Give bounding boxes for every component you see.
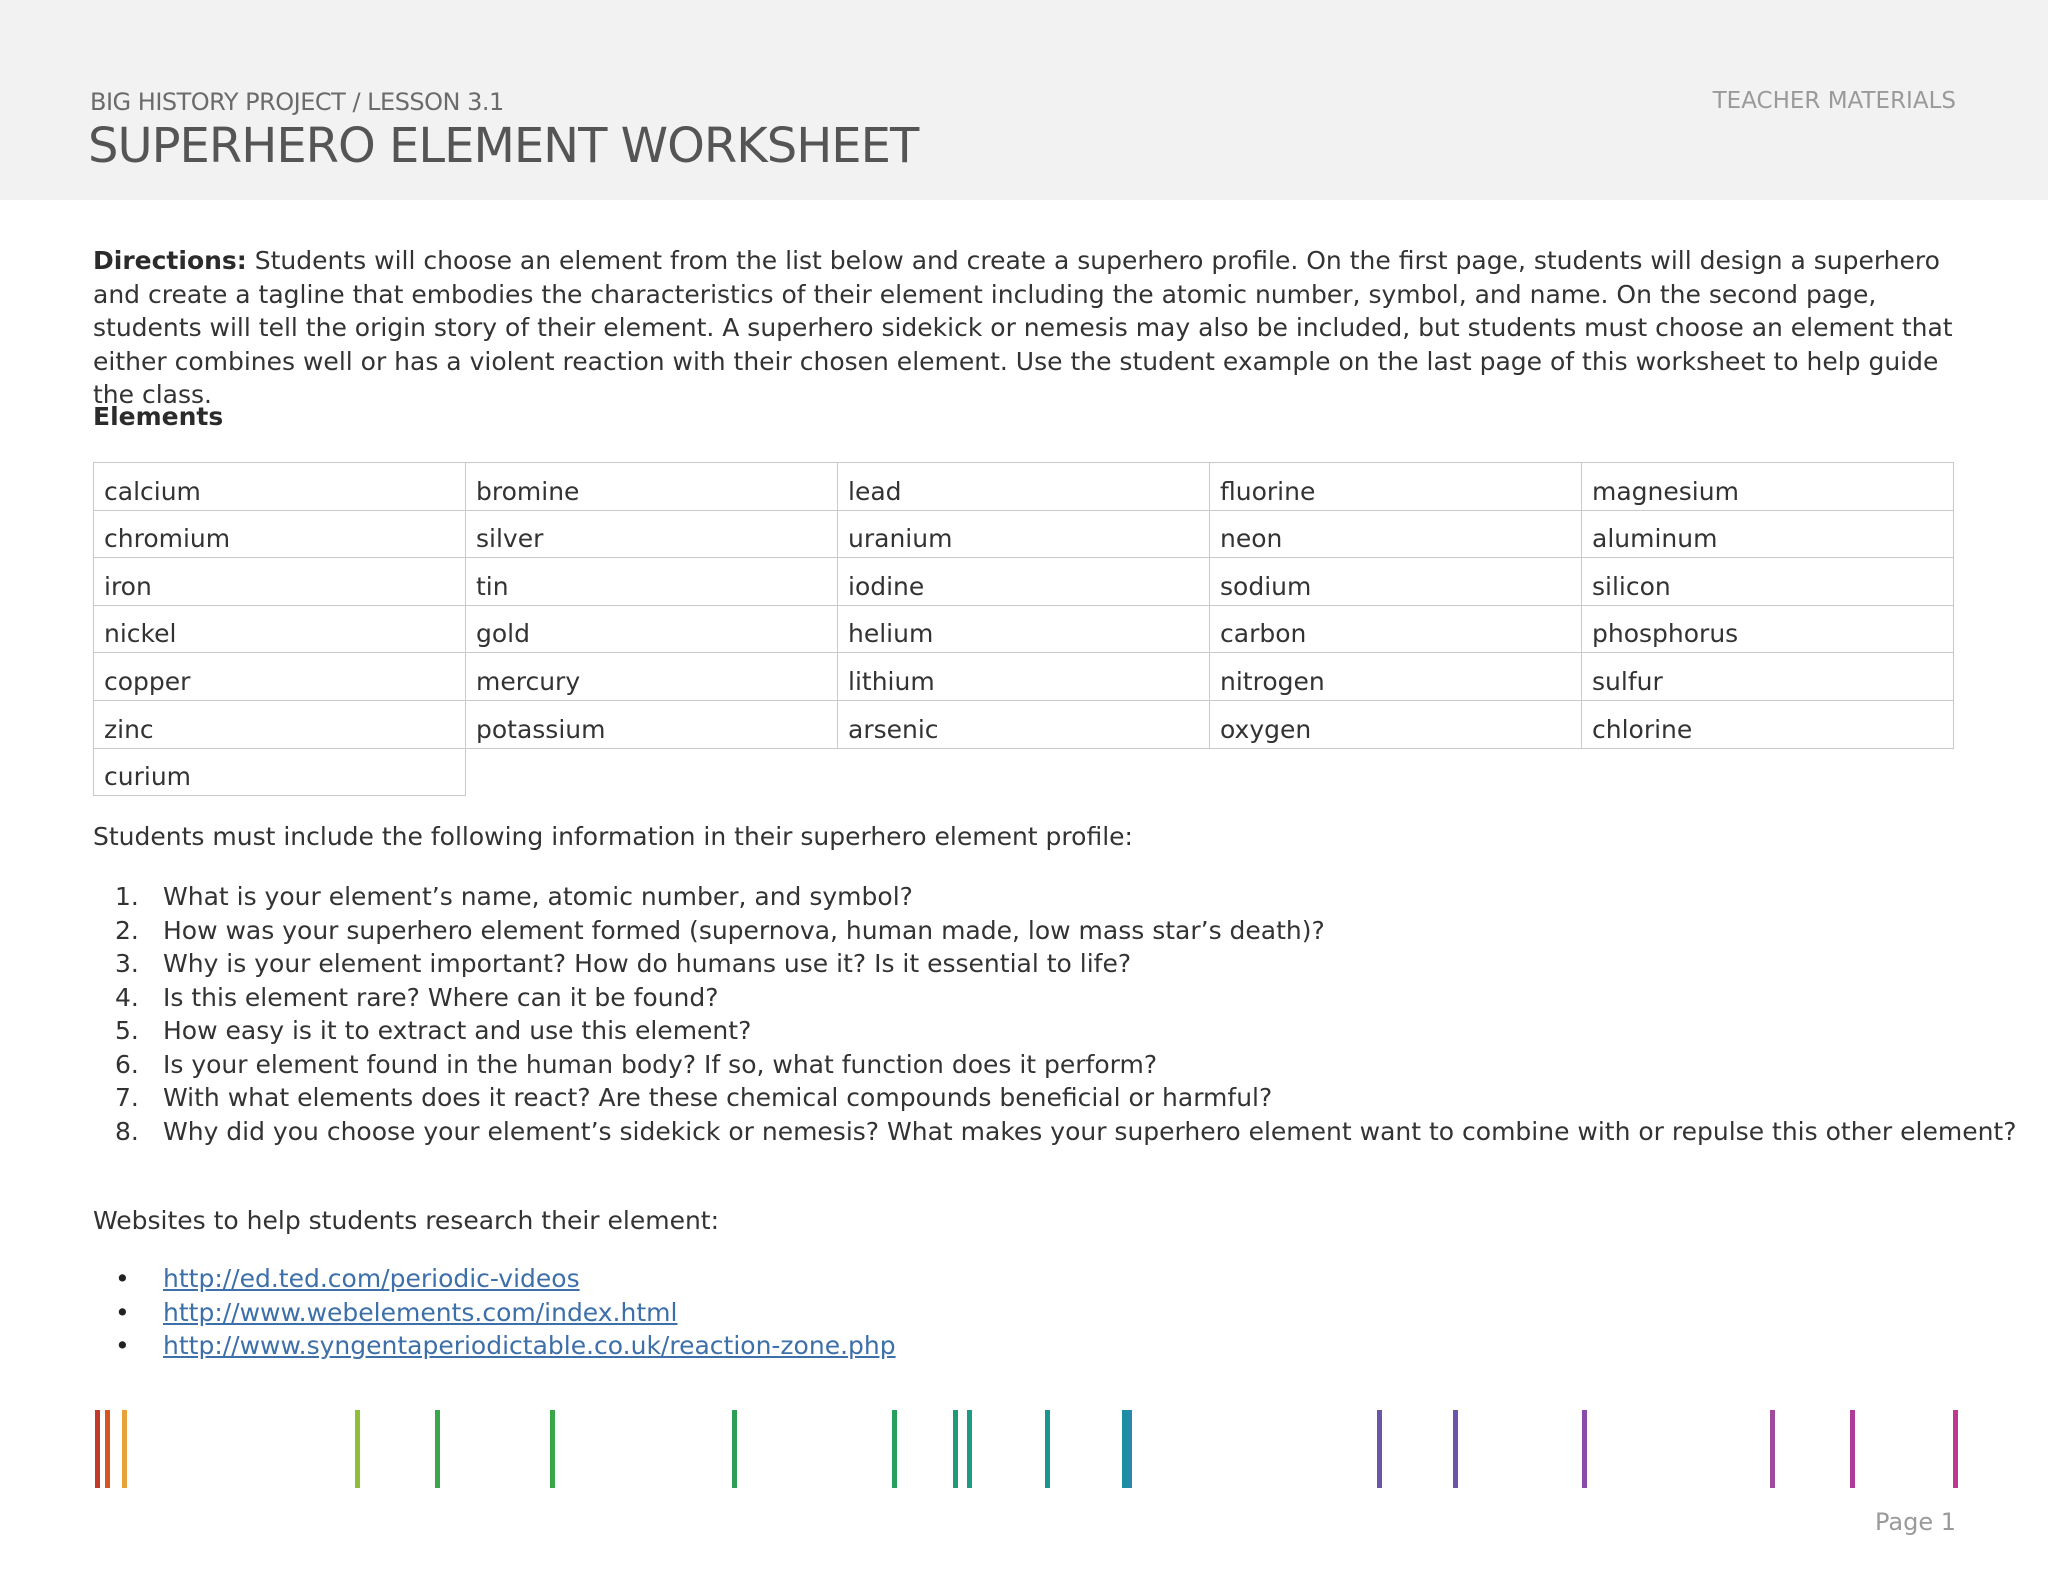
list-item bbox=[93, 1329, 896, 1363]
table-row bbox=[94, 463, 1954, 511]
bullet-icon: • bbox=[115, 1264, 130, 1293]
element-cell: bromine bbox=[466, 463, 838, 511]
element-cell: tin bbox=[466, 558, 838, 606]
elements-heading: Elements bbox=[93, 402, 224, 431]
spectrum-stripe bbox=[892, 1410, 897, 1488]
table-row bbox=[94, 700, 1954, 748]
spectrum-stripe bbox=[435, 1410, 440, 1488]
spectrum-stripe bbox=[953, 1410, 958, 1488]
element-cell: iodine bbox=[838, 558, 1210, 606]
websites-intro: Websites to help students research their element: bbox=[93, 1206, 720, 1235]
element-cell: calcium bbox=[94, 463, 466, 511]
requirements-list bbox=[93, 880, 2017, 1148]
list-number: 6. bbox=[115, 1049, 139, 1079]
element-cell: magnesium bbox=[1582, 463, 1954, 511]
website-link[interactable]: http://www.webelements.com/index.html bbox=[163, 1297, 678, 1327]
table-row bbox=[94, 558, 1954, 606]
list-number: 4. bbox=[115, 982, 139, 1012]
table-row bbox=[94, 748, 1954, 796]
spectrum-stripe bbox=[1582, 1410, 1587, 1488]
header-band bbox=[0, 0, 2048, 200]
list-text: Is your element found in the human body? If so, what function does it perform? bbox=[163, 1049, 1158, 1079]
page-number: Page 1 bbox=[1875, 1508, 1956, 1536]
empty-cell bbox=[1210, 748, 1582, 796]
spectrum-stripe bbox=[1045, 1410, 1050, 1488]
list-item bbox=[93, 1014, 1993, 1048]
element-cell: silver bbox=[466, 510, 838, 558]
bullet-icon: • bbox=[115, 1297, 130, 1327]
element-cell: copper bbox=[94, 653, 466, 701]
requirements-intro: Students must include the following information in their superhero element profile: bbox=[93, 822, 1133, 851]
list-number: 7. bbox=[115, 1083, 139, 1112]
directions-text: Students will choose an element from the list below and create a superhero profile. On the first page, students will design a superhero and create a tagline that embodies the characteristics of their element including the atomic number, symbol, and name. On the second page, students will tell the origin story of their element. A superhero sidekick or nemesis may also be included, but students must choose an element that either combines well or has a violent reaction with their chosen element. Use the student example on the last page of this worksheet to help guide the class. bbox=[93, 246, 1953, 409]
list-text: What is your element’s name, atomic number, and symbol? bbox=[163, 882, 913, 911]
element-cell: helium bbox=[838, 605, 1210, 653]
element-cell: lead bbox=[838, 463, 1210, 511]
spectrum-stripe bbox=[355, 1410, 360, 1488]
list-text: How easy is it to extract and use this element? bbox=[163, 1016, 752, 1045]
spectrum-stripe bbox=[122, 1410, 127, 1488]
elements-table bbox=[93, 462, 1954, 796]
list-number: 1. bbox=[115, 882, 139, 911]
list-text: How was your superhero element formed (supernova, human made, low mass star’s death)? bbox=[163, 915, 1325, 945]
element-cell: curium bbox=[94, 748, 466, 796]
element-cell: aluminum bbox=[1582, 510, 1954, 558]
element-cell: oxygen bbox=[1210, 700, 1582, 748]
element-cell: sodium bbox=[1210, 558, 1582, 606]
element-cell: gold bbox=[466, 605, 838, 653]
element-cell: fluorine bbox=[1210, 463, 1582, 511]
spectrum-stripe bbox=[1122, 1410, 1127, 1488]
element-cell: nitrogen bbox=[1210, 653, 1582, 701]
list-text: Why did you choose your element’s sidekick or nemesis? What makes your superhero element want to combine with or repulse this other element? bbox=[163, 1116, 2017, 1146]
spectrum-stripe bbox=[1770, 1410, 1775, 1488]
website-links bbox=[93, 1262, 896, 1363]
element-cell: nickel bbox=[94, 605, 466, 653]
list-number: 3. bbox=[115, 949, 139, 978]
list-item bbox=[93, 981, 1993, 1015]
bullet-icon: • bbox=[115, 1331, 130, 1360]
list-item bbox=[93, 914, 1993, 948]
element-cell: zinc bbox=[94, 700, 466, 748]
spectrum-stripe bbox=[550, 1410, 555, 1488]
element-cell: phosphorus bbox=[1582, 605, 1954, 653]
list-item bbox=[93, 1262, 896, 1296]
list-item bbox=[93, 1115, 2017, 1149]
spectrum-stripe bbox=[967, 1410, 972, 1488]
breadcrumb: BIG HISTORY PROJECT / LESSON 3.1 bbox=[90, 88, 504, 116]
spectrum-stripe bbox=[1953, 1410, 1958, 1488]
website-link[interactable]: http://www.syngentaperiodictable.co.uk/reaction-zone.php bbox=[163, 1331, 896, 1360]
element-cell: lithium bbox=[838, 653, 1210, 701]
element-cell: chromium bbox=[94, 510, 466, 558]
website-link[interactable]: http://ed.ted.com/periodic-videos bbox=[163, 1264, 580, 1293]
page-title: SUPERHERO ELEMENT WORKSHEET bbox=[88, 118, 919, 174]
list-text: Is this element rare? Where can it be found? bbox=[163, 982, 719, 1012]
teacher-materials-label: TEACHER MATERIALS bbox=[1712, 88, 1956, 114]
element-cell: mercury bbox=[466, 653, 838, 701]
empty-cell bbox=[838, 748, 1210, 796]
directions-label: Directions: bbox=[93, 246, 247, 275]
color-spectrum-bar bbox=[0, 1410, 2048, 1490]
element-cell: arsenic bbox=[838, 700, 1210, 748]
element-cell: carbon bbox=[1210, 605, 1582, 653]
table-row bbox=[94, 510, 1954, 558]
list-item bbox=[93, 1081, 1993, 1115]
empty-cell bbox=[1582, 748, 1954, 796]
list-text: With what elements does it react? Are these chemical compounds beneficial or harmful? bbox=[163, 1083, 1273, 1112]
spectrum-stripe bbox=[1377, 1410, 1382, 1488]
spectrum-stripe bbox=[1453, 1410, 1458, 1488]
element-cell: sulfur bbox=[1582, 653, 1954, 701]
list-item bbox=[93, 947, 1993, 981]
element-cell: uranium bbox=[838, 510, 1210, 558]
table-row bbox=[94, 605, 1954, 653]
list-number: 2. bbox=[115, 915, 139, 945]
element-cell: iron bbox=[94, 558, 466, 606]
spectrum-stripe bbox=[1850, 1410, 1855, 1488]
spectrum-stripe bbox=[1127, 1410, 1132, 1488]
spectrum-stripe bbox=[105, 1410, 110, 1488]
list-item bbox=[93, 880, 1993, 914]
element-cell: silicon bbox=[1582, 558, 1954, 606]
list-item bbox=[93, 1296, 896, 1330]
spectrum-stripe bbox=[732, 1410, 737, 1488]
list-number: 8. bbox=[115, 1116, 139, 1146]
list-item bbox=[93, 1048, 1993, 1082]
element-cell: neon bbox=[1210, 510, 1582, 558]
spectrum-stripe bbox=[95, 1410, 100, 1488]
empty-cell bbox=[466, 748, 838, 796]
element-cell: chlorine bbox=[1582, 700, 1954, 748]
list-text: Why is your element important? How do humans use it? Is it essential to life? bbox=[163, 949, 1132, 978]
list-number: 5. bbox=[115, 1016, 139, 1045]
table-row bbox=[94, 653, 1954, 701]
element-cell: potassium bbox=[466, 700, 838, 748]
directions-paragraph bbox=[93, 244, 1955, 412]
